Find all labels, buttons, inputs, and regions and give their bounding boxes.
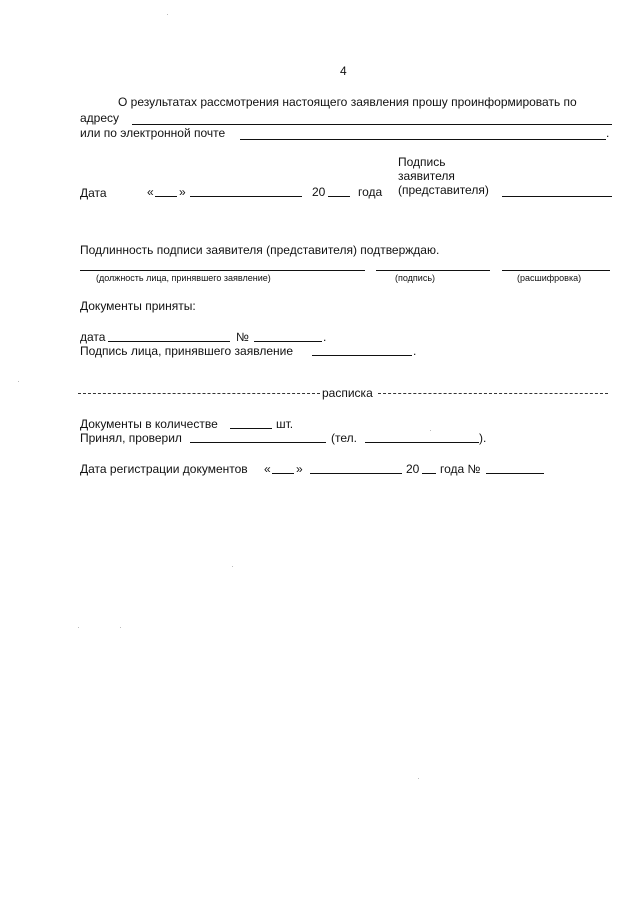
scan-speck (430, 430, 431, 431)
registration-year-prefix: 20 (406, 462, 420, 476)
date-year-prefix: 20 (312, 185, 326, 199)
authenticity-signature-field[interactable] (376, 270, 490, 271)
scan-speck (418, 778, 419, 779)
registration-year-suffix: года № (440, 462, 481, 476)
scan-speck (78, 627, 79, 628)
address-field[interactable] (132, 124, 612, 125)
position-field[interactable] (80, 270, 365, 271)
document-count-field[interactable] (230, 428, 272, 429)
registration-year-field[interactable] (422, 473, 436, 474)
email-label: или по электронной почте (80, 126, 226, 140)
date-day-field[interactable] (155, 196, 177, 197)
date-year-field[interactable] (328, 196, 350, 197)
email-end-mark: . (606, 126, 610, 140)
documents-accepted-heading: Документы приняты: (80, 299, 196, 313)
accepted-date-field[interactable] (108, 341, 230, 342)
signature-label-line3: (представителя) (398, 183, 489, 197)
receipt-divider-left (78, 393, 320, 394)
receiver-signature-label: Подпись лица, принявшего заявление (80, 344, 293, 358)
receipt-divider-label: расписка (322, 386, 373, 400)
document-count-unit: шт. (276, 417, 294, 431)
accepted-number-end: . (323, 330, 327, 344)
authenticity-statement: Подлинность подписи заявителя (представителя) подтверждаю. (80, 243, 440, 257)
applicant-signature-field[interactable] (502, 196, 612, 197)
date-year-suffix: года (358, 185, 383, 199)
date-label: Дата (80, 186, 107, 200)
registration-quote-close: » (296, 462, 303, 476)
date-quote-open: « (147, 185, 154, 199)
registration-date-label: Дата регистрации документов (80, 462, 248, 476)
received-by-label: Принял, проверил (80, 431, 182, 445)
registration-month-field[interactable] (310, 473, 402, 474)
accepted-number-label: № (236, 330, 249, 344)
scan-speck (120, 627, 121, 628)
registration-number-field[interactable] (486, 473, 544, 474)
scan-speck (167, 14, 168, 15)
decoding-field[interactable] (502, 270, 610, 271)
receiver-signature-field[interactable] (312, 355, 412, 356)
accepted-number-field[interactable] (254, 341, 322, 342)
receipt-divider-right (378, 393, 608, 394)
date-quote-close: » (179, 185, 186, 199)
scan-speck (232, 566, 233, 567)
date-month-field[interactable] (190, 196, 302, 197)
position-caption: (должность лица, принявшего заявление) (96, 273, 271, 283)
email-field[interactable] (240, 139, 606, 140)
decoding-caption: (расшифровка) (517, 273, 582, 283)
document-count-label: Документы в количестве (80, 417, 218, 431)
signature-label-line2: заявителя (398, 169, 455, 183)
accepted-date-label: дата (80, 330, 106, 344)
phone-end: ). (479, 431, 487, 445)
address-label: адресу (80, 111, 120, 125)
phone-field[interactable] (365, 442, 479, 443)
notification-request-text: О результатах рассмотрения настоящего заявления прошу проинформировать по (118, 95, 577, 109)
registration-quote-open: « (264, 462, 271, 476)
scan-speck (18, 381, 19, 382)
page-number: 4 (340, 64, 347, 78)
phone-label: (тел. (331, 431, 357, 445)
received-by-field[interactable] (190, 442, 326, 443)
registration-day-field[interactable] (272, 473, 294, 474)
signature-label-line1: Подпись (398, 155, 446, 169)
signature-caption: (подпись) (395, 273, 436, 283)
receiver-signature-end: . (413, 344, 417, 358)
